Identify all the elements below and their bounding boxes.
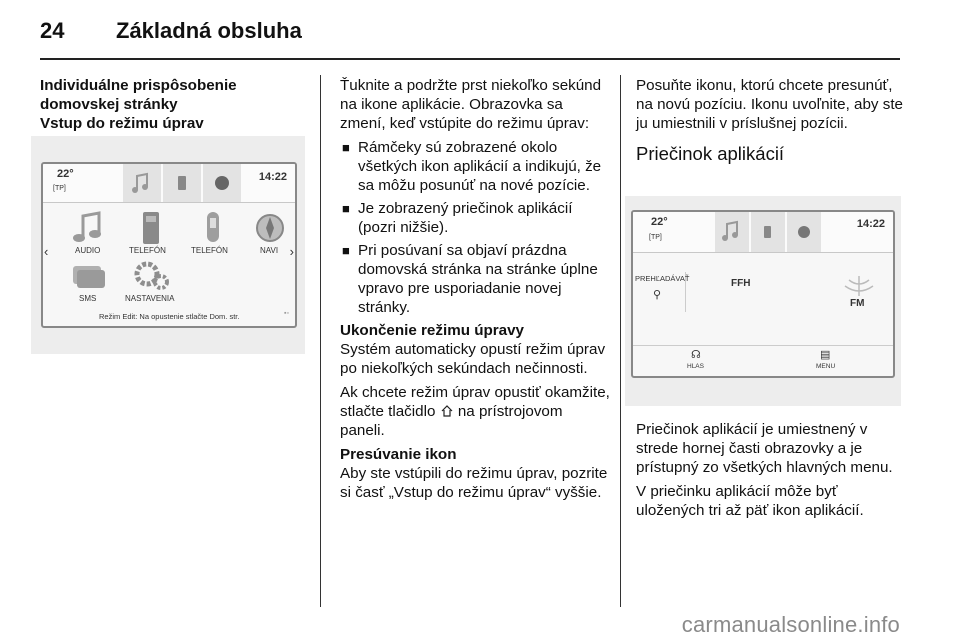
bullet-list — [340, 138, 610, 317]
status-message: Režim Edit: Na opustenie stlačte Dom. str. — [99, 312, 240, 321]
app-icon-navi[interactable] — [248, 208, 292, 256]
menu-icon: ▤ — [820, 349, 831, 361]
phone-icon — [163, 164, 201, 202]
paragraph: V priečinku aplikácií môže byť uložených tri až päť ikon aplikácií. — [636, 483, 864, 519]
app-folder-screenshot — [625, 196, 901, 406]
list-item — [340, 138, 610, 195]
phone-keypad-icon — [127, 208, 175, 248]
subsection-heading: Vstup do režimu úprav — [40, 115, 204, 132]
button-label: HLAS — [687, 363, 704, 370]
top-bar — [43, 164, 295, 203]
top-bar — [633, 212, 893, 253]
music-note-icon — [65, 208, 113, 248]
pager-indicator: ▪▫ — [284, 310, 289, 317]
column-3-lower — [636, 420, 906, 525]
app-label: SMS — [79, 294, 97, 303]
watermark: carmanualsonline.info — [681, 612, 900, 637]
bottom-bar — [633, 345, 893, 376]
temperature: 22° — [57, 168, 74, 180]
paragraph-text: Ak chcete režim úprav opustiť okamžite, stlačte tlačidlo — [340, 384, 610, 420]
voice-icon: ☊ — [691, 349, 701, 361]
message-icon — [65, 260, 113, 292]
list-item-text: Je zobrazený priečinok aplikácií (pozri nižšie). — [358, 200, 573, 236]
paragraph — [340, 383, 610, 440]
column-1 — [40, 76, 310, 133]
page-number: 24 — [40, 18, 65, 43]
station-name: FFH — [731, 278, 751, 289]
phone-icon — [751, 212, 785, 252]
app-label: AUDIO — [75, 246, 101, 255]
header-rule — [40, 58, 900, 60]
paragraph: Systém automaticky opustí režim úprav po niekoľkých sekúndach nečinnosti. — [340, 341, 606, 377]
app-tray-dot[interactable] — [203, 164, 241, 202]
circle-icon — [787, 212, 821, 252]
display-screen — [41, 162, 297, 328]
home-edit-screenshot — [31, 136, 305, 354]
section-heading: Presúvanie ikon — [340, 446, 457, 463]
column-2 — [340, 76, 610, 507]
list-item-text: Rámčeky sú zobrazené okolo všetkých ikon aplikácií a indikujú, že sa môžu posunúť na nové pozície. — [358, 139, 602, 194]
list-item-text: Pri posúvaní sa objaví prázdna domovská stránka na stránke úplne vpravo pre usporiadanie novej stránky. — [358, 242, 598, 316]
app-icon-sms[interactable] — [65, 260, 113, 304]
paragraph: Aby ste vstúpili do režimu úprav, pozrite si časť „Vstup do režimu úprav“ vyššie. — [340, 465, 608, 501]
handset-icon — [189, 208, 237, 248]
search-icon: ⚲ — [653, 289, 662, 301]
app-label: NAVI — [260, 246, 279, 255]
compass-icon — [248, 208, 292, 248]
gear-icon — [123, 260, 183, 292]
clock: 14:22 — [258, 171, 287, 183]
band-label: FM — [850, 298, 865, 309]
section-heading: Ukončenie režimu úpravy — [340, 322, 525, 339]
menu-button[interactable] — [811, 348, 841, 374]
circle-icon — [203, 164, 241, 202]
bullet-icon: ■ — [342, 243, 350, 258]
bullet-icon: ■ — [342, 140, 350, 155]
app-tray-music[interactable] — [715, 212, 749, 252]
tp-indicator: [TP] — [53, 185, 66, 192]
column-divider — [320, 75, 321, 607]
app-tray-phone[interactable] — [163, 164, 201, 202]
app-icon-phone[interactable] — [127, 208, 175, 256]
display-screen — [631, 210, 895, 378]
tp-indicator: [TP] — [649, 234, 662, 241]
app-icon-phone-2[interactable] — [189, 208, 237, 256]
paragraph-text: na prístrojovom paneli. — [340, 403, 563, 439]
paragraph: Ťuknite a podržte prst niekoľko sekúnd na ikone aplikácie. Obrazovka sa zmení, keď vstúpite do režimu úprav: — [340, 77, 602, 132]
app-icon-audio[interactable] — [65, 208, 113, 256]
button-label: PREHĽADÁVAŤ — [635, 274, 690, 283]
antenna-icon — [839, 274, 879, 298]
app-label: NASTAVENIA — [125, 294, 175, 303]
page-title: Základná obsluha — [116, 18, 302, 43]
button-label: MENU — [816, 363, 836, 370]
column-3 — [636, 76, 906, 165]
music-icon — [123, 164, 161, 202]
voice-button[interactable] — [683, 348, 713, 374]
paragraph: Priečinok aplikácií je umiestnený v strede hornej časti obrazovky a je prístupný zo všetkých hlavných menu. — [636, 421, 893, 476]
chevron-left-icon[interactable]: ‹ — [44, 244, 49, 259]
music-icon — [715, 212, 749, 252]
app-tray-dot[interactable] — [787, 212, 821, 252]
app-label: TELEFÓN — [191, 246, 228, 255]
app-tray-phone[interactable] — [751, 212, 785, 252]
clock: 14:22 — [856, 218, 885, 230]
app-label: TELEFÓN — [129, 246, 166, 255]
section-heading: Priečinok aplikácií — [636, 143, 785, 164]
column-divider — [620, 75, 621, 607]
app-icon-settings[interactable] — [123, 260, 183, 304]
chevron-right-icon[interactable]: › — [289, 244, 294, 259]
home-icon — [440, 404, 454, 417]
list-item — [340, 199, 610, 237]
temperature: 22° — [651, 216, 668, 228]
band-indicator — [839, 274, 879, 314]
browse-button[interactable] — [633, 272, 690, 312]
bullet-icon: ■ — [342, 201, 350, 216]
app-tray-music[interactable] — [123, 164, 161, 202]
list-item — [340, 241, 610, 317]
section-heading: Individuálne prispôsobenie domovskej stránky — [40, 77, 237, 113]
paragraph: Posuňte ikonu, ktorú chcete presunúť, na novú pozíciu. Ikonu uvoľnite, aby ste ju umiestnili v príslušnej pozícii. — [636, 77, 904, 132]
